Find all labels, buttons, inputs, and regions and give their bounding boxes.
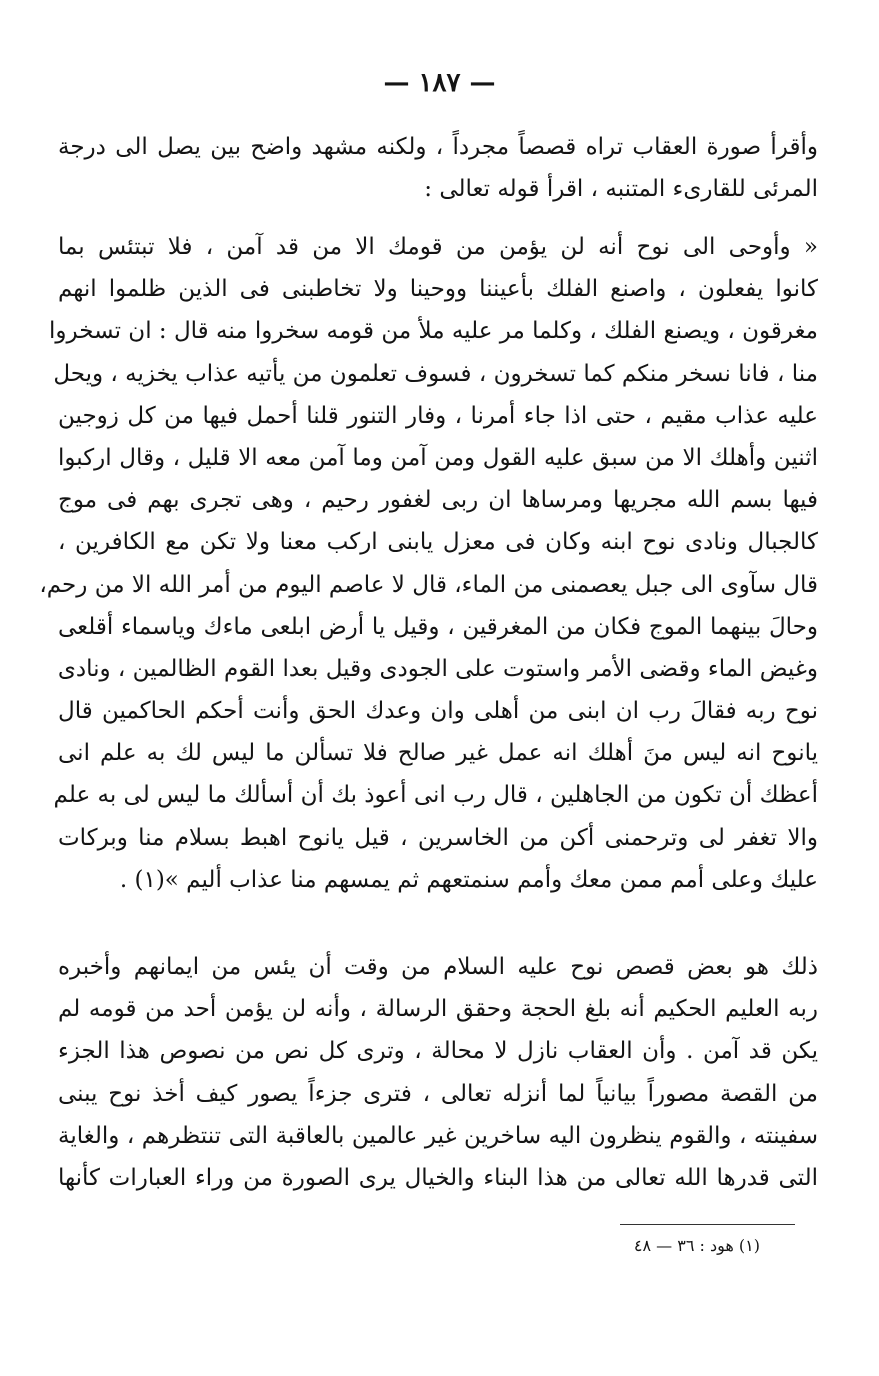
- text-line: كالجبال ونادى نوح ابنه وكان فى معزل يابنى اركب معنا ولا تكن مع الكافرين ،: [58, 529, 818, 556]
- text-line: منا ، فانا نسخر منكم كما تسخرون ، فسوف تعلمون من يأتيه عذاب يخزيه ، ويحل: [53, 360, 818, 387]
- paragraph-intro: [58, 126, 818, 210]
- text-line: مغرقون ، ويصنع الفلك ، وكلما مر عليه ملأ من قومه سخروا منه قال : ان تسخروا: [49, 318, 818, 345]
- text-line: التى قدرها الله تعالى من هذا البناء والخيال يرى الصورة من وراء العبارات كأنها: [58, 1164, 818, 1191]
- text-line: أعظك أن تكون من الجاهلين ، قال رب انى أعوذ بك أن أسألك ما ليس لى به علم: [53, 782, 818, 809]
- text-line: والا تغفر لى وترحمنى أكن من الخاسرين ، قيل يانوح اهبط بسلام منا وبركات: [58, 824, 818, 851]
- text-line: « وأوحى الى نوح أنه لن يؤمن من قومك الا من قد آمن ، فلا تبتئس بما: [58, 234, 818, 260]
- text-line: ذلك هو بعض قصص نوح عليه السلام من وقت أن يئس من ايمانهم وأخبره: [58, 954, 818, 980]
- text-line: فيها بسم الله مجريها ومرساها ان ربى لغفور رحيم ، وهى تجرى بهم فى موج: [58, 487, 818, 514]
- text-line: عليك وعلى أمم ممن معك وأمم سنمتعهم ثم يمسهم منا عذاب أليم »(١) .: [119, 866, 818, 893]
- text-line: عليه عذاب مقيم ، حتى اذا جاء أمرنا ، وفار التنور قلنا أحمل فيها من كل زوجين: [58, 402, 818, 429]
- text-line: وحالَ بينهما الموج فكان من المغرقين ، وقيل يا أرض ابلعى ماءك وياسماء أقلعى: [58, 613, 818, 640]
- text-line: سفينته ، والقوم ينظرون اليه ساخرين غير عالمين بالعاقبة التى تنتظرهم ، والغاية: [58, 1122, 818, 1149]
- text-line: وأقرأ صورة العقاب تراه قصصاً مجرداً ، ولكنه مشهد واضح بين يصل الى درجة: [58, 134, 818, 160]
- text-line: المرئى للقارىء المتنبه ، اقرأ قوله تعالى :: [424, 176, 818, 203]
- text-line: ربه العليم الحكيم أنه بلغ الحجة وحقق الرسالة ، وأنه لن يؤمن أحد من قومه لم: [58, 996, 818, 1023]
- page-number: — ١٨٧ —: [383, 68, 496, 98]
- text-line: كانوا يفعلون ، واصنع الفلك بأعيننا ووحينا ولا تخاطبنى فى الذين ظلموا انهم: [58, 276, 818, 303]
- text-line: اثنين وأهلك الا من سبق عليه القول ومن آمن وما آمن معه الا قليل ، وقال اركبوا: [58, 444, 818, 471]
- footnote-divider: [620, 1224, 795, 1225]
- paragraph-commentary: [58, 946, 818, 1199]
- text-line: من القصة مصوراً بيانياً لما أنزله تعالى ، فترى جزءاً يصور كيف أخذ نوح يبنى: [58, 1080, 818, 1107]
- text-line: يكن قد آمن . وأن العقاب نازل لا محالة ، وترى كل نص من نصوص هذا الجزء: [58, 1038, 818, 1065]
- footnote: (١) هود : ٣٦ — ٤٨: [633, 1236, 760, 1255]
- text-line: نوح ربه فقالَ رب ان ابنى من أهلى وان وعدك الحق وأنت أحكم الحاكمين قال: [58, 698, 818, 725]
- text-line: وغيض الماء وقضى الأمر واستوت على الجودى وقيل بعدا القوم الظالمين ، ونادى: [57, 655, 818, 682]
- text-line: قال سآوى الى جبل يعصمنى من الماء، قال لا عاصم اليوم من أمر الله الا من رحم،: [39, 571, 818, 598]
- paragraph-quote: [39, 226, 818, 901]
- text-line: يانوح انه ليس منَ أهلك انه عمل غير صالح فلا تسألن ما ليس لك به علم انى: [58, 740, 818, 767]
